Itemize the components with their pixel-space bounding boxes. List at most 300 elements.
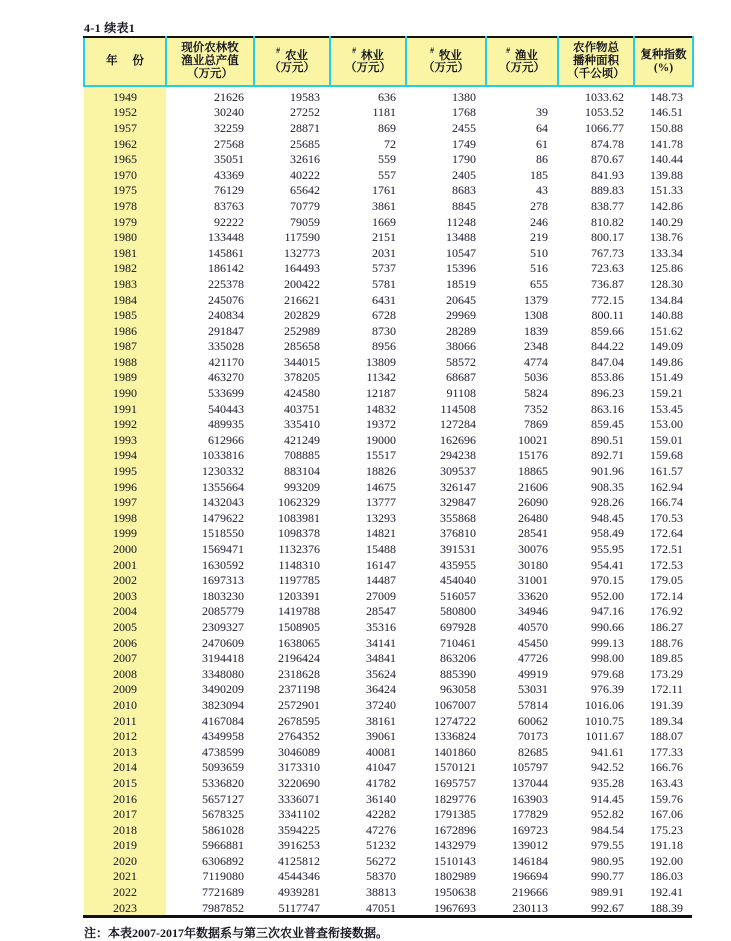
cell-forestry: 41047: [366, 760, 396, 775]
cell-forestry: 35624: [366, 666, 396, 681]
cell-animal: 8683: [452, 183, 476, 198]
cell-multi_idx: 159.21: [650, 386, 683, 401]
cell-forestry: 2151: [372, 230, 396, 245]
cell-gross: 5657127: [202, 791, 244, 806]
cell-forestry: 18826: [366, 464, 396, 479]
cell-farming: 202829: [284, 308, 320, 323]
cell-year: 2021: [84, 869, 166, 885]
table-row: [84, 557, 693, 573]
column-header-line: （万元）: [499, 62, 545, 75]
table-row: [84, 323, 693, 339]
cell-farming: 4939281: [278, 885, 320, 900]
cell-sown_area: 901.96: [591, 464, 624, 479]
cell-forestry: 557: [378, 167, 396, 182]
table-row: [84, 510, 693, 526]
cell-year: 1993: [84, 432, 166, 448]
cell-year: 1994: [84, 448, 166, 464]
cell-year: 1992: [84, 416, 166, 432]
table-row: [84, 869, 693, 885]
cell-year: 2018: [84, 822, 166, 838]
cell-gross: 5336820: [202, 775, 244, 790]
cell-year: 1998: [84, 510, 166, 526]
cell-animal: 1829776: [434, 791, 476, 806]
table-row: [84, 635, 693, 651]
cell-multi_idx: 153.45: [650, 401, 683, 416]
cell-farming: 117590: [284, 230, 320, 245]
cell-multi_idx: 128.30: [650, 276, 683, 291]
cell-fishery: 47726: [518, 651, 548, 666]
cell-gross: 489935: [208, 417, 244, 432]
cell-gross: 1230332: [202, 464, 244, 479]
cell-sown_area: 935.28: [591, 775, 624, 790]
cell-forestry: 15517: [366, 448, 396, 463]
cell-multi_idx: 186.03: [650, 869, 683, 884]
cell-gross: 1355664: [202, 479, 244, 494]
column-header-line: 现价农林牧: [181, 42, 239, 55]
cell-year: 1988: [84, 354, 166, 370]
cell-animal: 885390: [440, 666, 476, 681]
cell-animal: 1768: [452, 105, 476, 120]
cell-multi_idx: 192.41: [650, 885, 683, 900]
cell-forestry: 8730: [372, 323, 396, 338]
cell-fishery: 655: [530, 276, 548, 291]
table-row: [84, 261, 693, 277]
cell-gross: 2470609: [202, 635, 244, 650]
cell-multi_idx: 188.76: [650, 635, 683, 650]
cell-forestry: 38813: [366, 885, 396, 900]
cell-forestry: 40081: [366, 744, 396, 759]
cell-gross: 4349958: [202, 729, 244, 744]
cell-sown_area: 1016.06: [585, 697, 624, 712]
cell-fishery: 196694: [512, 869, 548, 884]
cell-gross: 7119080: [202, 869, 244, 884]
cell-fishery: 30180: [518, 557, 548, 572]
column-header-line: 复种指数: [640, 48, 687, 61]
cell-sown_area: 976.39: [591, 682, 624, 697]
cell-year: 1983: [84, 276, 166, 292]
cell-animal: 391531: [440, 542, 476, 557]
cell-sown_area: 1053.52: [585, 105, 624, 120]
cell-fishery: 64: [536, 120, 548, 135]
cell-animal: 58572: [446, 354, 476, 369]
table-row: [84, 697, 693, 713]
table-row: [84, 572, 693, 588]
cell-animal: 15396: [446, 261, 476, 276]
cell-farming: 40222: [290, 167, 320, 182]
cell-farming: 27252: [290, 105, 320, 120]
cell-forestry: 1669: [372, 214, 396, 229]
cell-farming: 2678595: [278, 713, 320, 728]
cell-animal: 2455: [452, 120, 476, 135]
cell-gross: 133448: [208, 230, 244, 245]
cell-farming: 4544346: [278, 869, 320, 884]
cell-year: 1991: [84, 401, 166, 417]
cell-fishery: 30076: [518, 542, 548, 557]
table-footnote: 注：本表2007-2017年数据系与第三次农业普查衔接数据。: [84, 926, 388, 940]
cell-sown_area: 889.83: [591, 183, 624, 198]
cell-gross: 335028: [208, 339, 244, 354]
cell-forestry: 5737: [372, 261, 396, 276]
cell-animal: 91108: [446, 386, 476, 401]
cell-farming: 3046089: [278, 744, 320, 759]
cell-farming: 1508905: [278, 619, 320, 634]
cell-fishery: 10021: [518, 432, 548, 447]
cell-forestry: 58370: [366, 869, 396, 884]
cell-animal: 8845: [452, 198, 476, 213]
cell-farming: 70779: [290, 198, 320, 213]
column-header-sown_area: [558, 37, 634, 86]
cell-forestry: 14832: [366, 401, 396, 416]
cell-fishery: 43: [536, 183, 548, 198]
hash-superscript-icon: #: [430, 45, 435, 55]
cell-forestry: 6728: [372, 308, 396, 323]
cell-sown_area: 998.00: [591, 651, 624, 666]
cell-animal: 1802989: [434, 869, 476, 884]
cell-gross: 421170: [208, 354, 244, 369]
table-row: [84, 167, 693, 183]
cell-sown_area: 896.23: [591, 386, 624, 401]
cell-multi_idx: 186.27: [650, 619, 683, 634]
column-header-line: # 牧业: [430, 45, 462, 62]
cell-multi_idx: 159.01: [650, 432, 683, 447]
cell-animal: 162696: [440, 432, 476, 447]
cell-animal: 1336824: [434, 729, 476, 744]
column-header-line: 农作物总: [573, 42, 619, 55]
cell-sown_area: 772.15: [591, 292, 624, 307]
cell-farming: 2764352: [278, 729, 320, 744]
cell-year: 2020: [84, 853, 166, 869]
cell-year: 1952: [84, 105, 166, 121]
cell-fishery: 163903: [512, 791, 548, 806]
cell-animal: 11248: [446, 214, 476, 229]
cell-forestry: 14821: [366, 526, 396, 541]
cell-fishery: 40570: [518, 619, 548, 634]
cell-year: 2006: [84, 635, 166, 651]
table-header: [84, 37, 693, 86]
cell-farming: 2371198: [278, 682, 320, 697]
cell-multi_idx: 138.76: [650, 230, 683, 245]
cell-year: 2005: [84, 619, 166, 635]
cell-sown_area: 979.68: [591, 666, 624, 681]
cell-farming: 424580: [284, 386, 320, 401]
cell-animal: 309537: [440, 464, 476, 479]
cell-gross: 225378: [208, 276, 244, 291]
cell-fishery: 28541: [518, 526, 548, 541]
table-bottom-rule: [83, 915, 692, 918]
cell-multi_idx: 159.68: [650, 448, 683, 463]
table-row: [84, 401, 693, 417]
cell-animal: 326147: [440, 479, 476, 494]
cell-sown_area: 800.11: [591, 308, 624, 323]
table-row: [84, 526, 693, 542]
cell-multi_idx: 166.74: [650, 495, 683, 510]
cell-year: 2002: [84, 572, 166, 588]
cell-gross: 3490209: [202, 682, 244, 697]
cell-fishery: 86: [536, 152, 548, 167]
cell-farming: 19583: [290, 89, 320, 104]
cell-gross: 27568: [214, 136, 244, 151]
cell-forestry: 2031: [372, 245, 396, 260]
cell-multi_idx: 188.07: [650, 729, 683, 744]
cell-sown_area: 892.71: [591, 448, 624, 463]
cell-forestry: 39061: [366, 729, 396, 744]
cell-gross: 4167084: [202, 713, 244, 728]
cell-gross: 7721689: [202, 885, 244, 900]
cell-gross: 1432043: [202, 495, 244, 510]
cell-fishery: 219: [530, 230, 548, 245]
cell-forestry: 13809: [366, 354, 396, 369]
header-row: [84, 37, 693, 86]
cell-multi_idx: 133.34: [650, 245, 683, 260]
cell-sown_area: 736.87: [591, 276, 624, 291]
cell-forestry: 19000: [366, 432, 396, 447]
cell-forestry: 14675: [366, 479, 396, 494]
cell-animal: 1967693: [434, 900, 476, 915]
table-row: [84, 775, 693, 791]
cell-gross: 1518550: [202, 526, 244, 541]
cell-farming: 2318628: [278, 666, 320, 681]
cell-animal: 1570121: [434, 760, 476, 775]
cell-sown_area: 874.78: [591, 136, 624, 151]
cell-gross: 3194418: [202, 651, 244, 666]
cell-farming: 335410: [284, 417, 320, 432]
hash-superscript-icon: #: [506, 45, 511, 55]
column-header-animal: [406, 37, 486, 86]
cell-forestry: 3861: [372, 198, 396, 213]
cell-gross: 145861: [208, 245, 244, 260]
cell-fishery: 53031: [518, 682, 548, 697]
cell-fishery: 177829: [512, 807, 548, 822]
cell-animal: 2405: [452, 167, 476, 182]
cell-animal: 68687: [446, 370, 476, 385]
cell-farming: 3220690: [278, 775, 320, 790]
column-header-line: (%): [653, 61, 674, 74]
cell-multi_idx: 191.18: [650, 838, 683, 853]
cell-multi_idx: 172.14: [650, 588, 683, 603]
table-row: [84, 245, 693, 261]
cell-farming: 200422: [284, 276, 320, 291]
cell-sown_area: 928.26: [591, 495, 624, 510]
table-row: [84, 728, 693, 744]
cell-year: 1981: [84, 245, 166, 261]
cell-fishery: 1839: [524, 323, 548, 338]
cell-animal: 435955: [440, 557, 476, 572]
table-row: [84, 822, 693, 838]
cell-gross: 5678325: [202, 807, 244, 822]
cell-year: 2004: [84, 604, 166, 620]
cell-farming: 1148310: [278, 557, 320, 572]
cell-year: 1949: [84, 86, 166, 105]
cell-fishery: 15176: [518, 448, 548, 463]
cell-sown_area: 942.52: [591, 760, 624, 775]
cell-sown_area: 979.55: [591, 838, 624, 853]
table-row: [84, 479, 693, 495]
cell-multi_idx: 163.43: [650, 775, 683, 790]
cell-sown_area: 947.16: [591, 604, 624, 619]
cell-gross: 540443: [208, 401, 244, 416]
cell-gross: 1803230: [202, 588, 244, 603]
cell-gross: 1569471: [202, 542, 244, 557]
cell-sown_area: 859.45: [591, 417, 624, 432]
cell-multi_idx: 150.88: [650, 120, 683, 135]
cell-sown_area: 984.54: [591, 822, 624, 837]
cell-fishery: 7869: [524, 417, 548, 432]
cell-animal: 1695757: [434, 775, 476, 790]
cell-gross: 3823094: [202, 697, 244, 712]
cell-farming: 3594225: [278, 822, 320, 837]
table-row: [84, 432, 693, 448]
cell-year: 1997: [84, 494, 166, 510]
table-row: [84, 650, 693, 666]
cell-multi_idx: 189.85: [650, 651, 683, 666]
cell-sown_area: 990.77: [591, 869, 624, 884]
cell-forestry: 47051: [366, 900, 396, 915]
cell-multi_idx: 142.86: [650, 198, 683, 213]
cell-gross: 92222: [214, 214, 244, 229]
cell-sown_area: 810.82: [591, 214, 624, 229]
table-row: [84, 416, 693, 432]
cell-gross: 186142: [208, 261, 244, 276]
cell-fishery: 516: [530, 261, 548, 276]
cell-farming: 1419788: [278, 604, 320, 619]
cell-fishery: 230113: [512, 900, 548, 915]
cell-fishery: 5036: [524, 370, 548, 385]
cell-multi_idx: 134.84: [650, 292, 683, 307]
cell-farming: 421249: [284, 432, 320, 447]
cell-gross: 1033816: [202, 448, 244, 463]
table-row: [84, 884, 693, 900]
cell-forestry: 34141: [366, 635, 396, 650]
cell-farming: 4125812: [278, 853, 320, 868]
cell-fishery: 70173: [518, 729, 548, 744]
cell-year: 2012: [84, 728, 166, 744]
cell-multi_idx: 173.29: [650, 666, 683, 681]
table-row: [84, 136, 693, 152]
table-row: [84, 744, 693, 760]
cell-year: 1979: [84, 214, 166, 230]
cell-forestry: 36140: [366, 791, 396, 806]
cell-animal: 28289: [446, 323, 476, 338]
cell-animal: 1274722: [434, 713, 476, 728]
cell-gross: 2309327: [202, 619, 244, 634]
cell-fishery: 510: [530, 245, 548, 260]
cell-gross: 7987852: [202, 900, 244, 915]
table-row: [84, 448, 693, 464]
cell-sown_area: 999.13: [591, 635, 624, 650]
column-header-forestry: [330, 37, 406, 86]
cell-farming: 403751: [284, 401, 320, 416]
cell-gross: 4738599: [202, 744, 244, 759]
column-header-line: 播种面积: [573, 55, 619, 68]
cell-year: 1986: [84, 323, 166, 339]
cell-sown_area: 841.93: [591, 167, 624, 182]
table-row: [84, 604, 693, 620]
cell-forestry: 38161: [366, 713, 396, 728]
cell-farming: 216621: [284, 292, 320, 307]
cell-year: 2011: [84, 713, 166, 729]
cell-multi_idx: 159.76: [650, 791, 683, 806]
cell-fishery: 2348: [524, 339, 548, 354]
cell-animal: 18519: [446, 276, 476, 291]
cell-animal: 454040: [440, 573, 476, 588]
cell-sown_area: 970.15: [591, 573, 624, 588]
cell-gross: 1630592: [202, 557, 244, 572]
cell-sown_area: 844.22: [591, 339, 624, 354]
cell-year: 1990: [84, 385, 166, 401]
cell-forestry: 1761: [372, 183, 396, 198]
cell-farming: 883104: [284, 464, 320, 479]
table-row: [84, 494, 693, 510]
cell-animal: 355868: [440, 510, 476, 525]
cell-multi_idx: 162.94: [650, 479, 683, 494]
cell-year: 1987: [84, 339, 166, 355]
table-row: [84, 354, 693, 370]
cell-animal: 580800: [440, 604, 476, 619]
cell-animal: 863206: [440, 651, 476, 666]
cell-multi_idx: 140.29: [650, 214, 683, 229]
cell-forestry: 13777: [366, 495, 396, 510]
cell-forestry: 47276: [366, 822, 396, 837]
cell-sown_area: 914.45: [591, 791, 624, 806]
cell-year: 2016: [84, 791, 166, 807]
cell-fishery: 1308: [524, 308, 548, 323]
cell-farming: 1083981: [278, 510, 320, 525]
cell-year: 1962: [84, 136, 166, 152]
cell-fishery: 18865: [518, 464, 548, 479]
cell-fishery: 1379: [524, 292, 548, 307]
cell-year: 2023: [84, 900, 166, 916]
cell-forestry: 19372: [366, 417, 396, 432]
cell-gross: 5966881: [202, 838, 244, 853]
table-body: [84, 86, 693, 915]
cell-sown_area: 800.17: [591, 230, 624, 245]
cell-sown_area: 1033.62: [585, 89, 624, 104]
cell-sown_area: 847.04: [591, 354, 624, 369]
cell-farming: 1098378: [278, 526, 320, 541]
cell-animal: 516057: [440, 588, 476, 603]
cell-fishery: 278: [530, 198, 548, 213]
cell-sown_area: 723.63: [591, 261, 624, 276]
cell-forestry: 51232: [366, 838, 396, 853]
cell-animal: 1790: [452, 152, 476, 167]
cell-multi_idx: 146.51: [650, 105, 683, 120]
cell-sown_area: 853.86: [591, 370, 624, 385]
table-row: [84, 370, 693, 386]
column-header-line: # 林业: [352, 45, 384, 62]
statistical-table: [83, 36, 694, 915]
table-row: [84, 463, 693, 479]
cell-farming: 1203391: [278, 588, 320, 603]
cell-animal: 1432979: [434, 838, 476, 853]
cell-forestry: 559: [378, 152, 396, 167]
cell-fishery: 4774: [524, 354, 548, 369]
cell-year: 2010: [84, 697, 166, 713]
table-row: [84, 385, 693, 401]
cell-farming: 79059: [290, 214, 320, 229]
cell-gross: 1697313: [202, 573, 244, 588]
cell-gross: 83763: [214, 198, 244, 213]
cell-year: 2015: [84, 775, 166, 791]
cell-multi_idx: 140.88: [650, 308, 683, 323]
table-row: [84, 105, 693, 121]
cell-forestry: 27009: [366, 588, 396, 603]
cell-multi_idx: 151.49: [650, 370, 683, 385]
cell-forestry: 16147: [366, 557, 396, 572]
column-header-line: （万元）: [269, 62, 315, 75]
column-header-line: （千公顷）: [567, 67, 625, 80]
cell-forestry: 15488: [366, 542, 396, 557]
cell-year: 2019: [84, 838, 166, 854]
